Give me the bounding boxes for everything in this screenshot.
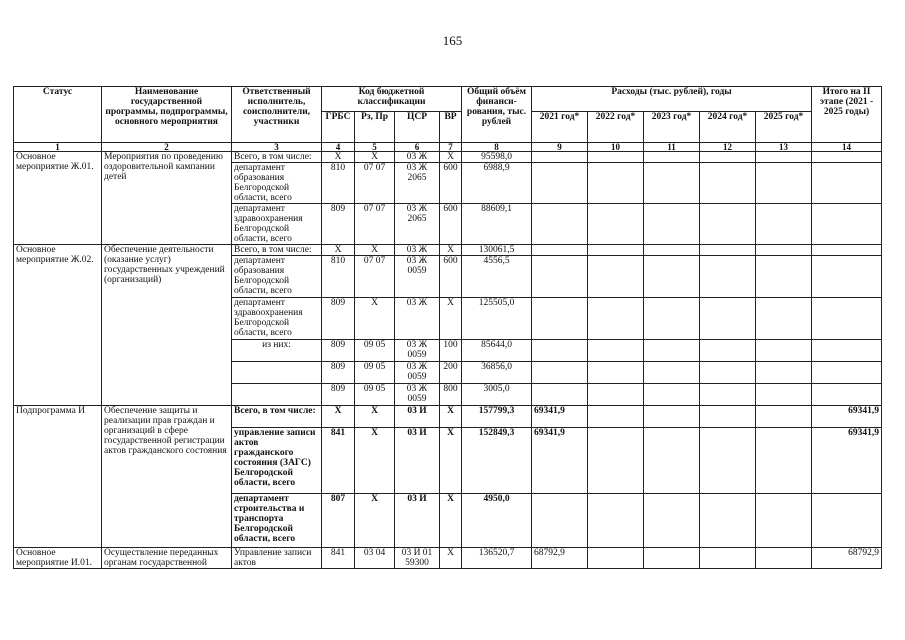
total-cell: 152849,3 <box>462 428 532 494</box>
header-2021: 2021 год* <box>532 112 588 143</box>
vr-cell: 800 <box>440 384 462 406</box>
grbs-cell: 809 <box>322 298 355 340</box>
y2021-cell: 69341,9 <box>532 406 588 428</box>
itogo-cell: 68792,9 <box>812 548 882 569</box>
csr-cell: 03 И <box>395 428 440 494</box>
resp-cell: департамент образования Белгородской области, всего <box>232 256 322 298</box>
itogo-cell <box>812 245 882 256</box>
total-cell: 136520,7 <box>462 548 532 569</box>
rzpr-cell: 09 05 <box>355 340 395 362</box>
col-num: 2 <box>102 143 232 152</box>
rzpr-cell: 03 04 <box>355 548 395 569</box>
grbs-cell: 809 <box>322 362 355 384</box>
y2021-cell <box>532 256 588 298</box>
vr-cell: Х <box>440 152 462 163</box>
col-num: 14 <box>812 143 882 152</box>
header-itogo: Итого на II этапе (2021 - 2025 годы) <box>812 87 882 143</box>
grbs-cell: 810 <box>322 256 355 298</box>
grbs-cell: Х <box>322 152 355 163</box>
table-row <box>14 245 882 256</box>
header-code: Код бюджетной классификации <box>322 87 462 112</box>
col-num: 13 <box>756 143 812 152</box>
rzpr-cell: Х <box>355 298 395 340</box>
y2021-cell <box>532 340 588 362</box>
col-num: 11 <box>644 143 700 152</box>
itogo-cell <box>812 204 882 245</box>
grbs-cell: Х <box>322 406 355 428</box>
status-cell: Основное мероприятие Ж.01. <box>14 152 102 245</box>
itogo-cell <box>812 384 882 406</box>
header-total: Общий объём финанси-рования, тыс. рублей <box>462 87 532 143</box>
status-cell: Основное мероприятие Ж.02. <box>14 245 102 406</box>
total-cell: 95598,0 <box>462 152 532 163</box>
y2021-cell <box>532 245 588 256</box>
header-csr: ЦСР <box>395 112 440 143</box>
rzpr-cell: Х <box>355 406 395 428</box>
itogo-cell: 69341,9 <box>812 428 882 494</box>
itogo-cell <box>812 494 882 548</box>
csr-cell: 03 Ж <box>395 152 440 163</box>
resp-cell: из них: <box>232 340 322 362</box>
grbs-cell: 807 <box>322 494 355 548</box>
col-num: 5 <box>355 143 395 152</box>
resp-cell: департамент здравоохранения Белгородской области, всего <box>232 298 322 340</box>
rzpr-cell: Х <box>355 494 395 548</box>
csr-cell: 03 Ж 2065 <box>395 163 440 204</box>
itogo-cell <box>812 152 882 163</box>
column-number-row <box>14 143 882 152</box>
csr-cell: 03 Ж <box>395 298 440 340</box>
header-2024: 2024 год* <box>700 112 756 143</box>
rzpr-cell: 07 07 <box>355 256 395 298</box>
col-num: 6 <box>395 143 440 152</box>
col-num: 4 <box>322 143 355 152</box>
vr-cell: 600 <box>440 204 462 245</box>
name-cell: Обеспечение деятельности (оказание услуг) государственных учреждений (организаций) <box>102 245 232 406</box>
grbs-cell: 809 <box>322 340 355 362</box>
grbs-cell: 841 <box>322 548 355 569</box>
total-cell: 130061,5 <box>462 245 532 256</box>
header-expenses: Расходы (тыс. рублей), годы <box>532 87 812 112</box>
header-2023: 2023 год* <box>644 112 700 143</box>
budget-table <box>13 86 882 569</box>
resp-cell: департамент строительства и транспорта Белгородской области, всего <box>232 494 322 548</box>
total-cell: 4556,5 <box>462 256 532 298</box>
col-num: 9 <box>532 143 588 152</box>
vr-cell: 100 <box>440 340 462 362</box>
total-cell: 36856,0 <box>462 362 532 384</box>
header-vr: ВР <box>440 112 462 143</box>
page-number: 165 <box>442 33 463 48</box>
csr-cell: 03 И 01 59300 <box>395 548 440 569</box>
status-cell: Подпрограмма И <box>14 406 102 548</box>
vr-cell: Х <box>440 428 462 494</box>
header-grbs: ГРБС <box>322 112 355 143</box>
header-status: Статус <box>14 87 102 143</box>
y2021-cell <box>532 384 588 406</box>
total-cell: 6988,9 <box>462 163 532 204</box>
col-num: 1 <box>14 143 102 152</box>
grbs-cell: 841 <box>322 428 355 494</box>
header-name: Наименование государственной программы, подпрограммы, основного мероприятия <box>102 87 232 143</box>
col-num: 12 <box>700 143 756 152</box>
resp-cell: управление записи актов гражданского состояния (ЗАГС) Белгородской области, всего <box>232 428 322 494</box>
itogo-cell <box>812 340 882 362</box>
total-cell: 85644,0 <box>462 340 532 362</box>
rzpr-cell: 07 07 <box>355 163 395 204</box>
total-cell: 88609,1 <box>462 204 532 245</box>
total-cell: 3005,0 <box>462 384 532 406</box>
y2021-cell: 68792,9 <box>532 548 588 569</box>
rzpr-cell: 07 07 <box>355 204 395 245</box>
csr-cell: 03 И <box>395 494 440 548</box>
itogo-cell: 69341,9 <box>812 406 882 428</box>
total-cell: 125505,0 <box>462 298 532 340</box>
resp-cell: Всего, в том числе: <box>232 245 322 256</box>
vr-cell: Х <box>440 245 462 256</box>
name-cell: Мероприятия по проведению оздоровительной кампании детей <box>102 152 232 245</box>
col-num: 3 <box>232 143 322 152</box>
vr-cell: Х <box>440 494 462 548</box>
y2021-cell <box>532 298 588 340</box>
header-2022: 2022 год* <box>588 112 644 143</box>
csr-cell: 03 Ж 0059 <box>395 340 440 362</box>
header-rzpr: Рз, Пр <box>355 112 395 143</box>
csr-cell: 03 Ж 2065 <box>395 204 440 245</box>
table-row <box>14 548 882 569</box>
y2021-cell <box>532 204 588 245</box>
itogo-cell <box>812 163 882 204</box>
y2021-cell <box>532 163 588 204</box>
resp-cell: Всего, в том числе: <box>232 406 322 428</box>
y2021-cell <box>532 362 588 384</box>
rzpr-cell: Х <box>355 152 395 163</box>
csr-cell: 03 Ж 0059 <box>395 362 440 384</box>
status-cell: Основное мероприятие И.01. <box>14 548 102 569</box>
rzpr-cell: 09 05 <box>355 362 395 384</box>
vr-cell: Х <box>440 298 462 340</box>
csr-cell: 03 Ж 0059 <box>395 256 440 298</box>
grbs-cell: 809 <box>322 204 355 245</box>
resp-cell: департамент образования Белгородской области, всего <box>232 163 322 204</box>
header-responsible: Ответственный исполнитель, соисполнители, участники <box>232 87 322 143</box>
table-row <box>14 152 882 163</box>
vr-cell: Х <box>440 406 462 428</box>
total-cell: 4950,0 <box>462 494 532 548</box>
total-cell: 157799,3 <box>462 406 532 428</box>
itogo-cell <box>812 256 882 298</box>
table-row <box>14 406 882 428</box>
name-cell: Обеспечение защиты и реализации прав граждан и организаций в сфере государственной регистрации актов гражданского состояния <box>102 406 232 548</box>
y2021-cell <box>532 152 588 163</box>
rzpr-cell: Х <box>355 428 395 494</box>
resp-cell: Управление записи актов <box>232 548 322 569</box>
vr-cell: 600 <box>440 256 462 298</box>
header-2025: 2025 год* <box>756 112 812 143</box>
resp-cell: департамент здравоохранения Белгородской области, всего <box>232 204 322 245</box>
vr-cell: 600 <box>440 163 462 204</box>
csr-cell: 03 Ж <box>395 245 440 256</box>
resp-cell <box>232 384 322 406</box>
csr-cell: 03 И <box>395 406 440 428</box>
resp-cell: Всего, в том числе: <box>232 152 322 163</box>
grbs-cell: Х <box>322 245 355 256</box>
rzpr-cell: 09 05 <box>355 384 395 406</box>
vr-cell: Х <box>440 548 462 569</box>
y2021-cell: 69341,9 <box>532 428 588 494</box>
col-num: 7 <box>440 143 462 152</box>
grbs-cell: 809 <box>322 384 355 406</box>
itogo-cell <box>812 362 882 384</box>
y2021-cell <box>532 494 588 548</box>
rzpr-cell: Х <box>355 245 395 256</box>
csr-cell: 03 Ж 0059 <box>395 384 440 406</box>
col-num: 10 <box>588 143 644 152</box>
name-cell: Осуществление переданных органам государственной <box>102 548 232 569</box>
itogo-cell <box>812 298 882 340</box>
col-num: 8 <box>462 143 532 152</box>
resp-cell <box>232 362 322 384</box>
vr-cell: 200 <box>440 362 462 384</box>
grbs-cell: 810 <box>322 163 355 204</box>
